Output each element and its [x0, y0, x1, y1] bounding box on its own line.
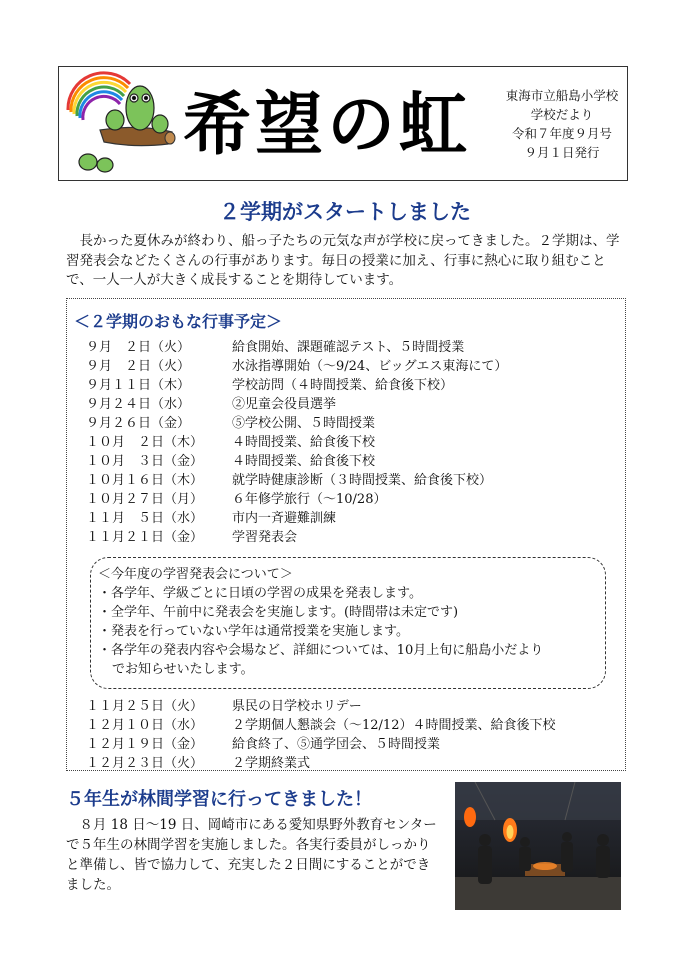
note-item-continuation: でお知らせいたします。 — [112, 662, 254, 677]
school-name: 東海市立船島小学校 — [505, 88, 619, 103]
schedule-event: 水泳指導開始（～9/24、ビッグエス東海にて） — [232, 359, 508, 374]
schedule-event: 給食終了、⑤通学団会、５時間授業 — [232, 737, 441, 752]
schedule-row — [86, 736, 440, 754]
schedule-event: ２学期個人懇談会（～12/12）４時間授業、給食後下校 — [232, 718, 556, 733]
schedule-event: ６年修学旅行（～10/28） — [232, 492, 387, 507]
schedule-date: １０月１６日（木） — [86, 473, 204, 488]
schedule-row — [86, 453, 375, 471]
schedule-date: ９月２４日（水） — [86, 397, 191, 412]
campfire-photo — [455, 782, 621, 910]
schedule-title: ＜２学期のおもな行事予定＞ — [74, 312, 283, 331]
issue-date: ９月１日発行 — [524, 145, 600, 160]
schedule-row — [86, 434, 375, 452]
schedule-date: １０月２７日（月） — [86, 492, 204, 507]
schedule-date: １０月 ２日（木） — [86, 435, 204, 450]
intro-paragraph: 長かった夏休みが終わり、船っ子たちの元気な声が学校に戻ってきました。２学期は、学習発表会などたくさんの行事があります。毎日の授業に加え、行事に熱心に取り組むことで、一人一人が大きく成長することを期待しています。 — [66, 233, 620, 288]
note-item: ・各学年の発表内容や会場など、詳細については、10月上旬に船島小だより — [98, 643, 544, 658]
masthead-title: 希望の虹 — [183, 85, 472, 165]
schedule-event: ４時間授業、給食後下校 — [232, 454, 376, 469]
schedule-row — [86, 396, 336, 414]
schedule-row — [86, 415, 375, 433]
schedule-row — [86, 339, 464, 357]
schedule-event: 就学時健康診断（３時間授業、給食後下校） — [232, 473, 493, 488]
schedule-row — [86, 717, 555, 735]
schedule-date: １１月 ５日（水） — [86, 511, 204, 526]
schedule-date: ９月 ２日（火） — [86, 340, 191, 355]
schedule-event: 市内一斉避難訓練 — [232, 511, 337, 526]
section-title-term-start: ２学期がスタートしました — [219, 200, 471, 224]
schedule-date: １１月２５日（火） — [86, 699, 204, 714]
note-item: ・各学年、学級ごとに日頃の学習の成果を発表します。 — [98, 586, 422, 601]
note-heading: ＜今年度の学習発表会について＞ — [98, 567, 293, 582]
schedule-event: 給食開始、課題確認テスト、５時間授業 — [232, 340, 465, 355]
schedule-row — [86, 377, 453, 395]
schedule-date: １１月２１日（金） — [86, 530, 204, 545]
schedule-date: １２月２３日（火） — [86, 756, 204, 771]
schedule-date: ９月２６日（金） — [86, 416, 191, 431]
schedule-row — [86, 510, 336, 528]
newsletter-label: 学校だより — [530, 107, 594, 122]
schedule-event: ２学期終業式 — [232, 756, 311, 771]
mascot-illustration — [60, 70, 182, 176]
schedule-date: ９月１１日（木） — [86, 378, 191, 393]
forest-trip-paragraph: ８月 18 日～19 日、岡崎市にある愛知県野外教育センターで５年生の林間学習を実施しました。各実行委員がしっかりと準備し、皆で協力して、充実した２日間にすることができました。 — [66, 817, 437, 893]
schedule-event: ４時間授業、給食後下校 — [232, 435, 376, 450]
issuer-block — [500, 86, 624, 162]
schedule-row — [86, 491, 386, 509]
schedule-row — [86, 698, 362, 716]
schedule-event: 学習発表会 — [232, 530, 298, 545]
schedule-row — [86, 358, 507, 376]
schedule-event: ②児童会役員選挙 — [232, 397, 337, 412]
schedule-event: ⑤学校公開、５時間授業 — [232, 416, 376, 431]
note-item: ・発表を行っていない学年は通常授業を実施します。 — [98, 624, 409, 639]
schedule-date: １２月１９日（金） — [86, 737, 204, 752]
schedule-event: 県民の日学校ホリデー — [232, 699, 362, 714]
schedule-date: ９月 ２日（火） — [86, 359, 191, 374]
issue-number: 令和７年度９月号 — [511, 126, 612, 141]
schedule-date: １２月１０日（水） — [86, 718, 204, 733]
schedule-row — [86, 472, 492, 490]
recital-note — [98, 565, 603, 679]
section-title-forest-trip: ５年生が林間学習に行ってきました！ — [66, 789, 372, 810]
schedule-date: １０月 ３日（金） — [86, 454, 204, 469]
note-item: ・全学年、午前中に発表会を実施します。(時間帯は未定です) — [98, 605, 459, 620]
schedule-row — [86, 529, 297, 547]
schedule-row — [86, 755, 310, 773]
schedule-event: 学校訪問（４時間授業、給食後下校） — [232, 378, 454, 393]
